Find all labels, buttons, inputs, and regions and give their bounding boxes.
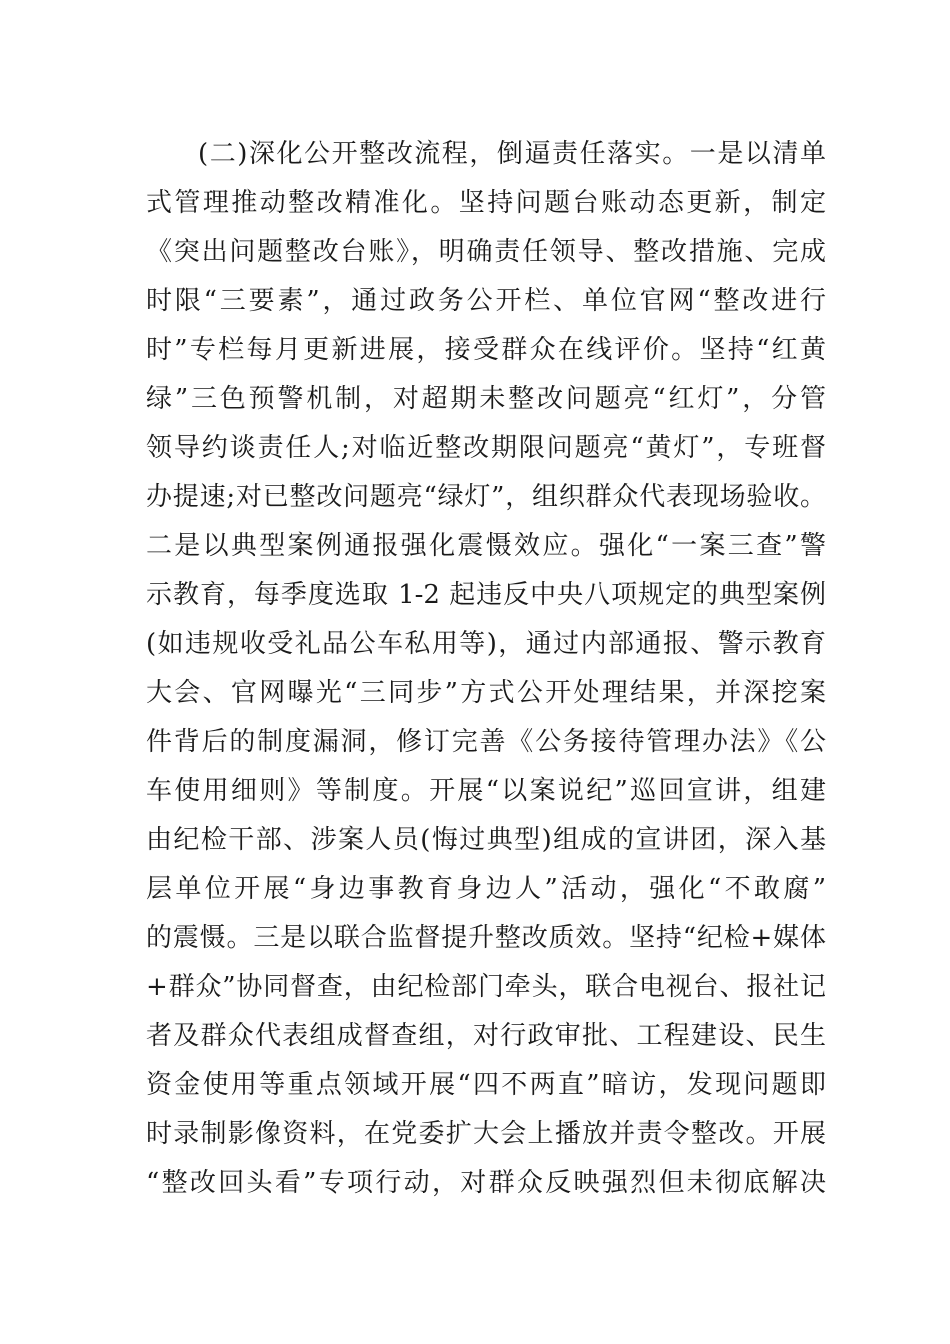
- paragraph-line: 的震慑。三是以联合监督提升整改质效。坚持“纪检+媒体: [146, 923, 826, 953]
- paragraph-line: 式管理推动整改精准化。坚持问题台账动态更新，制定: [146, 188, 826, 218]
- paragraph-line: “整改回头看”专项行动，对群众反映强烈但未彻底解决: [146, 1168, 826, 1198]
- paragraph-line: 由纪检干部、涉案人员(悔过典型)组成的宣讲团，深入基: [146, 825, 826, 855]
- paragraph-line: 者及群众代表组成督查组，对行政审批、工程建设、民生: [146, 1021, 826, 1051]
- paragraph-line: 示教育，每季度选取 1-2 起违反中央八项规定的典型案例: [146, 580, 826, 610]
- paragraph-line: 二是以典型案例通报强化震慑效应。强化“一案三查”警: [146, 531, 826, 561]
- document-body: [146, 130, 826, 1208]
- paragraph-line: 办提速;对已整改问题亮“绿灯”，组织群众代表现场验收。: [146, 482, 826, 512]
- paragraph-line: 时”专栏每月更新进展，接受群众在线评价。坚持“红黄: [146, 335, 826, 365]
- paragraph-line: (二)深化公开整改流程，倒逼责任落实。一是以清单: [198, 139, 826, 169]
- paragraph-line: 时录制影像资料，在党委扩大会上播放并责令整改。开展: [146, 1119, 826, 1149]
- paragraph-line: +群众”协同督查，由纪检部门牵头，联合电视台、报社记: [146, 972, 826, 1002]
- paragraph-line: 车使用细则》等制度。开展“以案说纪”巡回宣讲，组建: [146, 776, 826, 806]
- paragraph-line: 绿”三色预警机制，对超期未整改问题亮“红灯”，分管: [146, 384, 826, 414]
- paragraph-line: 大会、官网曝光“三同步”方式公开处理结果，并深挖案: [146, 678, 826, 708]
- paragraph-line: 件背后的制度漏洞，修订完善《公务接待管理办法》《公: [146, 727, 826, 757]
- paragraph-line: 层单位开展“身边事教育身边人”活动，强化“不敢腐”: [146, 874, 826, 904]
- paragraph-line: 时限“三要素”，通过政务公开栏、单位官网“整改进行: [146, 286, 826, 316]
- paragraph-line: 《突出问题整改台账》，明确责任领导、整改措施、完成: [146, 237, 826, 267]
- paragraph-line: 领导约谈责任人;对临近整改期限问题亮“黄灯”，专班督: [146, 433, 826, 463]
- paragraph-line: (如违规收受礼品公车私用等)，通过内部通报、警示教育: [146, 629, 826, 659]
- paragraph-line: 资金使用等重点领域开展“四不两直”暗访，发现问题即: [146, 1070, 826, 1100]
